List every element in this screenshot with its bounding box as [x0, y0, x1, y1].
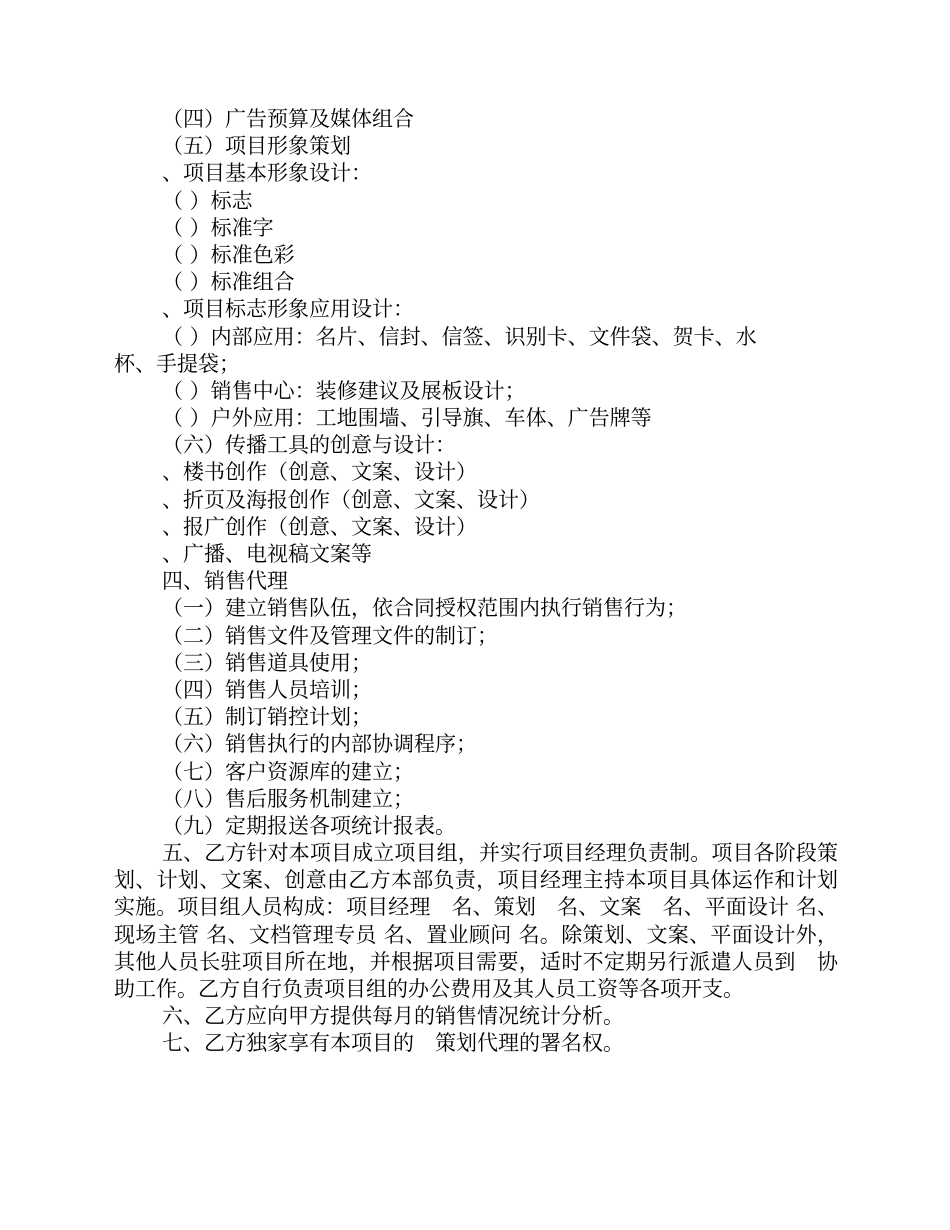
item-reports: （九）定期报送各项统计报表。 — [162, 813, 456, 838]
item-project-image: （五）项目形象策划 — [162, 134, 351, 159]
item-basic-image-design: 、项目基本形象设计： — [162, 161, 372, 186]
item-logo-application: 、项目标志形象应用设计： — [162, 297, 414, 322]
section-sales-agency: 四、销售代理 — [162, 569, 288, 594]
item-sales-center: （ ）销售中心：装修建议及展板设计； — [162, 378, 526, 403]
item-comm-tools: （六）传播工具的创意与设计： — [162, 433, 456, 458]
item-internal-use: （ ）内部应用：名片、信封、信签、识别卡、文件袋、贺卡、水 — [162, 324, 757, 349]
item-sales-docs: （二）销售文件及管理文件的制订； — [162, 623, 498, 648]
document-page — [114, 106, 838, 1058]
item-coordination: （六）销售执行的内部协调程序； — [162, 732, 477, 757]
item-sales-props: （三）销售道具使用； — [162, 650, 372, 675]
item-newspaper-ad: 、报广创作（创意、文案、设计） — [162, 514, 477, 539]
item-after-sales: （八）售后服务机制建立； — [162, 786, 414, 811]
section-attribution-right: 七、乙方独家享有本项目的 策划代理的署名权。 — [162, 1031, 624, 1056]
item-internal-use-cont: 杯、手提袋； — [114, 351, 240, 376]
item-logo: （ ）标志 — [162, 188, 253, 213]
item-ad-budget: （四）广告预算及媒体组合 — [162, 107, 414, 131]
section-monthly-analysis: 六、乙方应向甲方提供每月的销售情况统计分析。 — [162, 1004, 624, 1029]
section-project-team: 五、乙方针对本项目成立项目组，并实行项目经理负责制。项目各阶段策划、计划、文案、创意由乙方本部负责，项目经理主持本项目具体运作和计划实施。项目组人员构成：项目经理 名、策划 名、文案 名、平面设计 名、现场主管 名、文档管理专员 名、置业顾问 名。除策划、文案、平面设计外，其他人员长驻项目所在地，并根据项目需要，适时不定期另行派遣人员到 协助工作。乙方自行负责项目组的办公费用及其人员工资等各项开支。 — [114, 841, 838, 1002]
item-leaflet-poster: 、折页及海报创作（创意、文案、设计） — [162, 487, 540, 512]
item-staff-training: （四）销售人员培训； — [162, 677, 372, 702]
item-radio-tv: 、广播、电视稿文案等 — [162, 542, 372, 566]
item-standard-combo: （ ）标准组合 — [162, 270, 295, 295]
item-customer-db: （七）客户资源库的建立； — [162, 759, 414, 784]
item-sales-control: （五）制订销控计划； — [162, 705, 372, 730]
item-outdoor-use: （ ）户外应用：工地围墙、引导旗、车体、广告牌等 — [162, 406, 652, 431]
item-standard-color: （ ）标准色彩 — [162, 242, 295, 267]
item-sales-team: （一）建立销售队伍，依合同授权范围内执行销售行为； — [162, 596, 687, 621]
item-brochure: 、楼书创作（创意、文案、设计） — [162, 460, 477, 485]
item-standard-font: （ ）标准字 — [162, 215, 274, 240]
